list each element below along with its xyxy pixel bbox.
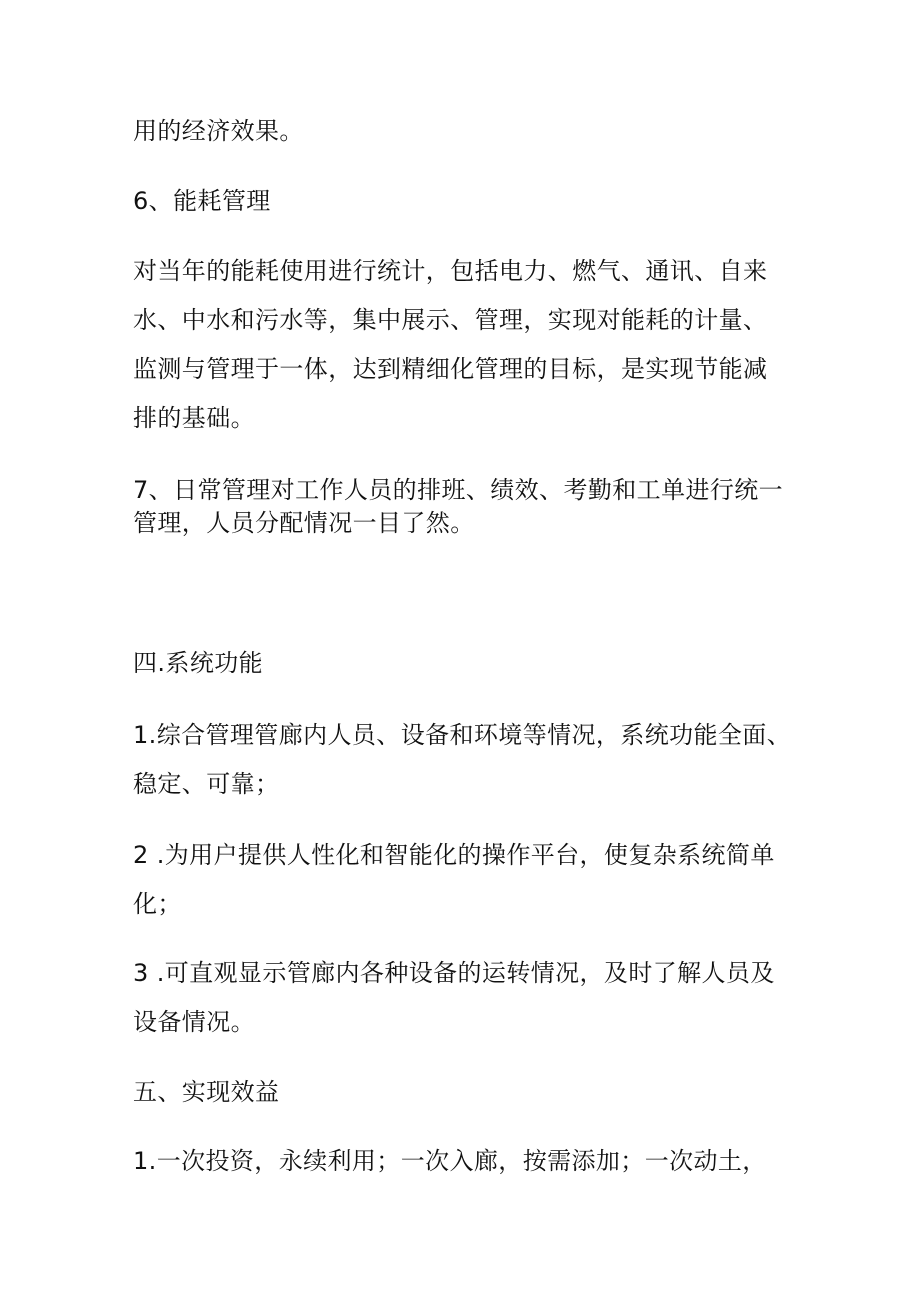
list-item-line: 1.一次投资，永续利用；一次入廊，按需添加；一次动土， — [133, 1147, 767, 1175]
list-item-line: 稳定、可靠； — [133, 770, 280, 798]
list-item-line: 化； — [133, 890, 182, 918]
paragraph-line: 对当年的能耗使用进行统计，包括电力、燃气、通讯、自来 — [133, 257, 768, 285]
paragraph-line: 水、中水和污水等，集中展示、管理，实现对能耗的计量、 — [133, 306, 768, 334]
section-heading: 四.系统功能 — [133, 649, 264, 677]
paragraph-line: 7、日常管理对工作人员的排班、绩效、考勤和工单进行统一 — [133, 476, 784, 504]
paragraph-line: 管理，人员分配情况一目了然。 — [133, 509, 475, 537]
paragraph-line: 用的经济效果。 — [133, 117, 304, 145]
list-item-line: 1.综合管理管廊内人员、设备和环境等情况，系统功能全面、 — [133, 721, 792, 749]
list-item-line: 2 .为用户提供人性化和智能化的操作平台，使复杂系统简单 — [133, 841, 775, 869]
section-heading: 6、能耗管理 — [133, 187, 271, 215]
list-item-line: 设备情况。 — [133, 1008, 255, 1036]
list-item-line: 3 .可直观显示管廊内各种设备的运转情况，及时了解人员及 — [133, 959, 775, 987]
section-heading: 五、实现效益 — [133, 1078, 280, 1106]
paragraph-line: 排的基础。 — [133, 404, 255, 432]
paragraph-line: 监测与管理于一体，达到精细化管理的目标，是实现节能减 — [133, 355, 768, 383]
